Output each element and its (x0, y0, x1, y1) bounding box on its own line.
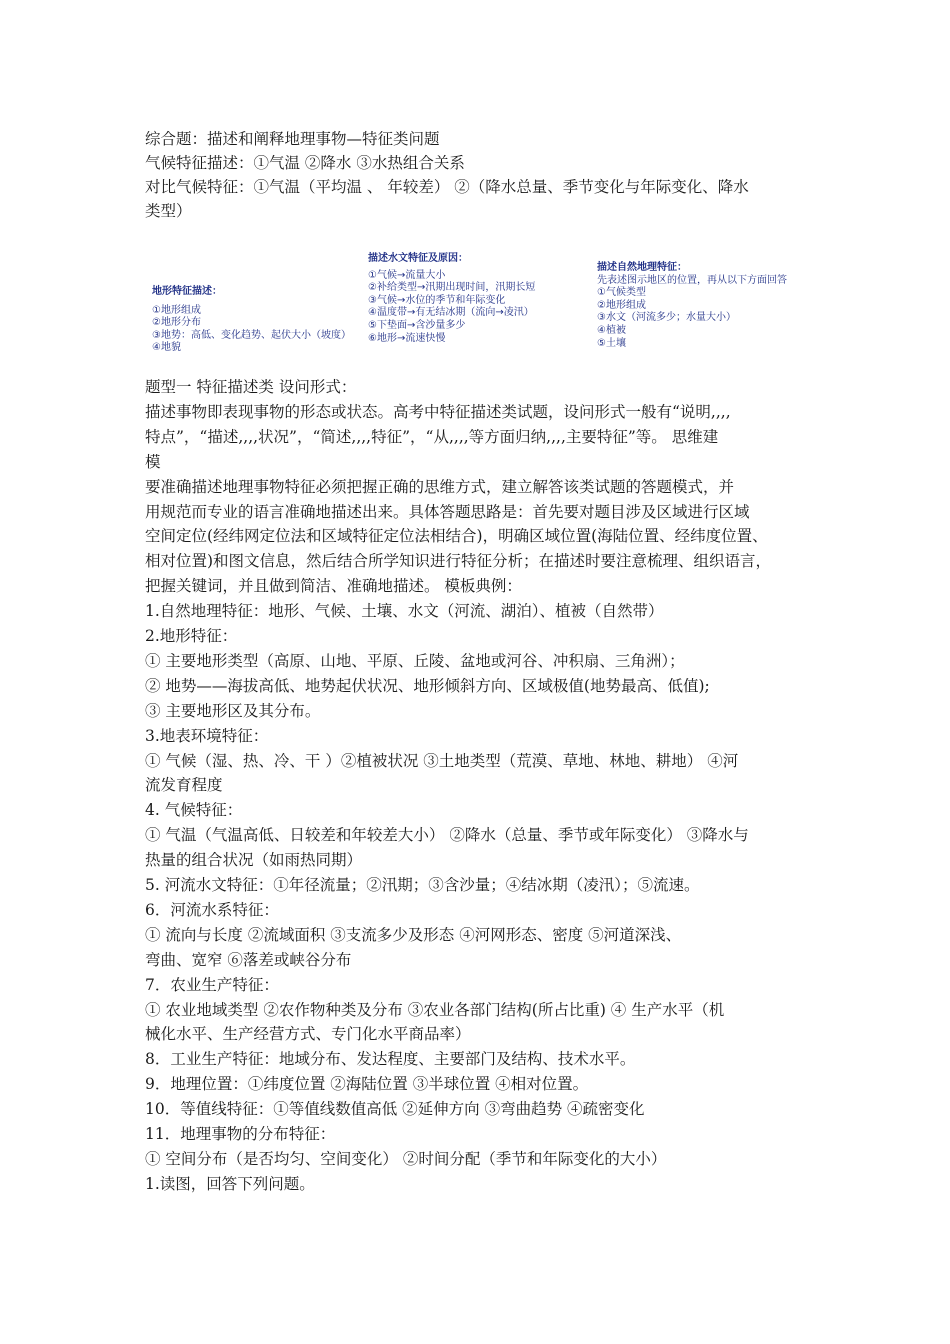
climate-line: 气候特征描述：①气温 ②降水 ③水热组合关系 (145, 154, 465, 172)
hydro-item: ⑥地形→流速快慢 (368, 332, 446, 344)
body-line: 10．等值线特征：①等值线数值高低 ②延伸方向 ③弯曲趋势 ④疏密变化 (145, 1100, 645, 1119)
body-line: 描述事物即表现事物的形态或状态。高考中特征描述类试题，设问形式一般有“说明,,,, (145, 402, 731, 421)
body-line: 1.自然地理特征：地形、气候、土壤、水文（河流、湖泊）、植被（自然带） (145, 602, 664, 621)
nature-item: ⑤土壤 (597, 337, 626, 349)
heading-line: 综合题：描述和阐释地理事物—特征类问题 (145, 130, 440, 148)
hydro-item: ②补给类型→汛期出现时间，汛期长短 (368, 282, 536, 294)
body-line: 6．河流水系特征： (145, 900, 279, 919)
body-line: ① 气温（气温高低、日较差和年较差大小） ②降水（总量、季节或年际变化） ③降水与 (145, 826, 749, 845)
body-line: 特点”，“描述,,,,状况”，“简述,,,,特征”，“从,,,,等方面归纳,,,,主要特征”等。 思维建 (145, 427, 719, 446)
body-line: 热量的组合状况（如雨热同期） (145, 851, 363, 870)
terrain-item: ③地势：高低、变化趋势、起伏大小（坡度） (152, 329, 351, 341)
body-line: 1.读图，回答下列问题。 (145, 1174, 315, 1193)
hydro-item: ④温度带→有无结冰期（流向→凌汛） (368, 307, 534, 319)
body-line: 弯曲、宽窄 ⑥落差或峡谷分布 (145, 950, 352, 969)
hydro-item: ③气候→水位的季节和年际变化 (368, 294, 506, 306)
body-line: ① 气候（湿、热、冷、干 ）②植被状况 ③土地类型（荒漠、草地、林地、耕地） ④河 (145, 751, 739, 770)
body-line: 5. 河流水文特征：①年径流量；②汛期；③含沙量；④结冰期（凌汛）；⑤流速。 (145, 876, 700, 894)
body-line: ① 农业地域类型 ②农作物种类及分布 ③农业各部门结构(所占比重) ④ 生产水平（机 (145, 1000, 725, 1019)
body-line: 把握关键词，并且做到简洁、准确地描述。 模板典例： (145, 577, 522, 596)
nature-item: ④植被 (597, 324, 626, 336)
body-line: ① 空间分布（是否均匀、空间变化） ②时间分配（季节和年际变化的大小） (145, 1149, 667, 1168)
body-line: 要准确描述地理事物特征必须把握正确的思维方式，建立解答该类试题的答题模式，并 (145, 477, 735, 496)
body-line: ② 地势——海拔高低、地势起伏状况、地形倾斜方向、区域极值(地势最高、低值); (145, 676, 710, 695)
body-line: 用规范而专业的语言准确地描述出来。具体答题思路是：首先要对题目涉及区域进行区域 (145, 502, 750, 521)
nature-subtitle: 先表述图示地区的位置，再从以下方面回答 (597, 274, 787, 286)
terrain-item: ②地形分布 (152, 317, 201, 329)
body-line: 11．地理事物的分布特征： (145, 1125, 336, 1143)
body-line: 械化水平、生产经营方式、专门化水平商品率） (145, 1025, 471, 1044)
body-line: ① 流向与长度 ②流域面积 ③支流多少及形态 ④河网形态、密度 ⑤河道深浅、 (145, 925, 682, 944)
body-line: 题型一 特征描述类 设问形式： (145, 378, 357, 396)
terrain-title: 地形特征描述： (152, 286, 222, 297)
terrain-item: ①地形组成 (152, 304, 201, 316)
nature-item: ①气候类型 (597, 287, 646, 299)
compare-line-cont: 类型） (145, 202, 192, 220)
nature-item: ③水文（河流多少；水量大小） (597, 312, 736, 324)
body-line: ③ 主要地形区及其分布。 (145, 701, 321, 720)
terrain-card (152, 286, 351, 355)
body-line: 8．工业生产特征：地域分布、发达程度、主要部门及结构、技术水平。 (145, 1050, 636, 1069)
hydro-card (368, 253, 535, 345)
body-line: 相对位置)和图文信息，然后结合所学知识进行特征分析；在描述时要注意梳理、组织语言， (145, 552, 772, 571)
terrain-item: ④地貌 (152, 342, 181, 354)
body-line: 7．农业生产特征： (145, 975, 279, 994)
nature-item: ②地形组成 (597, 299, 646, 311)
hydro-item: ①气候→流量大小 (368, 269, 446, 281)
template-image-strip (145, 245, 805, 365)
body-line: 3.地表环境特征： (145, 726, 269, 745)
body-line: 空间定位(经纬网定位法和区域特征定位法相结合)，明确区域位置(海陆位置、经纬度位置、 (145, 527, 768, 546)
hydro-item: ⑤下垫面→含沙量多少 (368, 319, 466, 331)
body-line: 模 (145, 452, 161, 471)
body-line: 2.地形特征： (145, 627, 238, 645)
body-line: ① 主要地形类型（高原、山地、平原、丘陵、盆地或河谷、冲积扇、三角洲）； (145, 651, 685, 670)
body-line: 流发育程度 (145, 776, 223, 795)
hydro-title: 描述水文特征及原因： (368, 253, 468, 264)
nature-card (597, 262, 787, 350)
body-line: 9．地理位置：①纬度位置 ②海陆位置 ③半球位置 ④相对位置。 (145, 1075, 589, 1094)
compare-line: 对比气候特征：①气温（平均温 、 年较差） ②（降水总量、季节变化与年际变化、降水 (145, 178, 749, 196)
nature-title: 描述自然地理特征： (597, 262, 687, 273)
body-line: 4. 气候特征： (145, 801, 243, 820)
